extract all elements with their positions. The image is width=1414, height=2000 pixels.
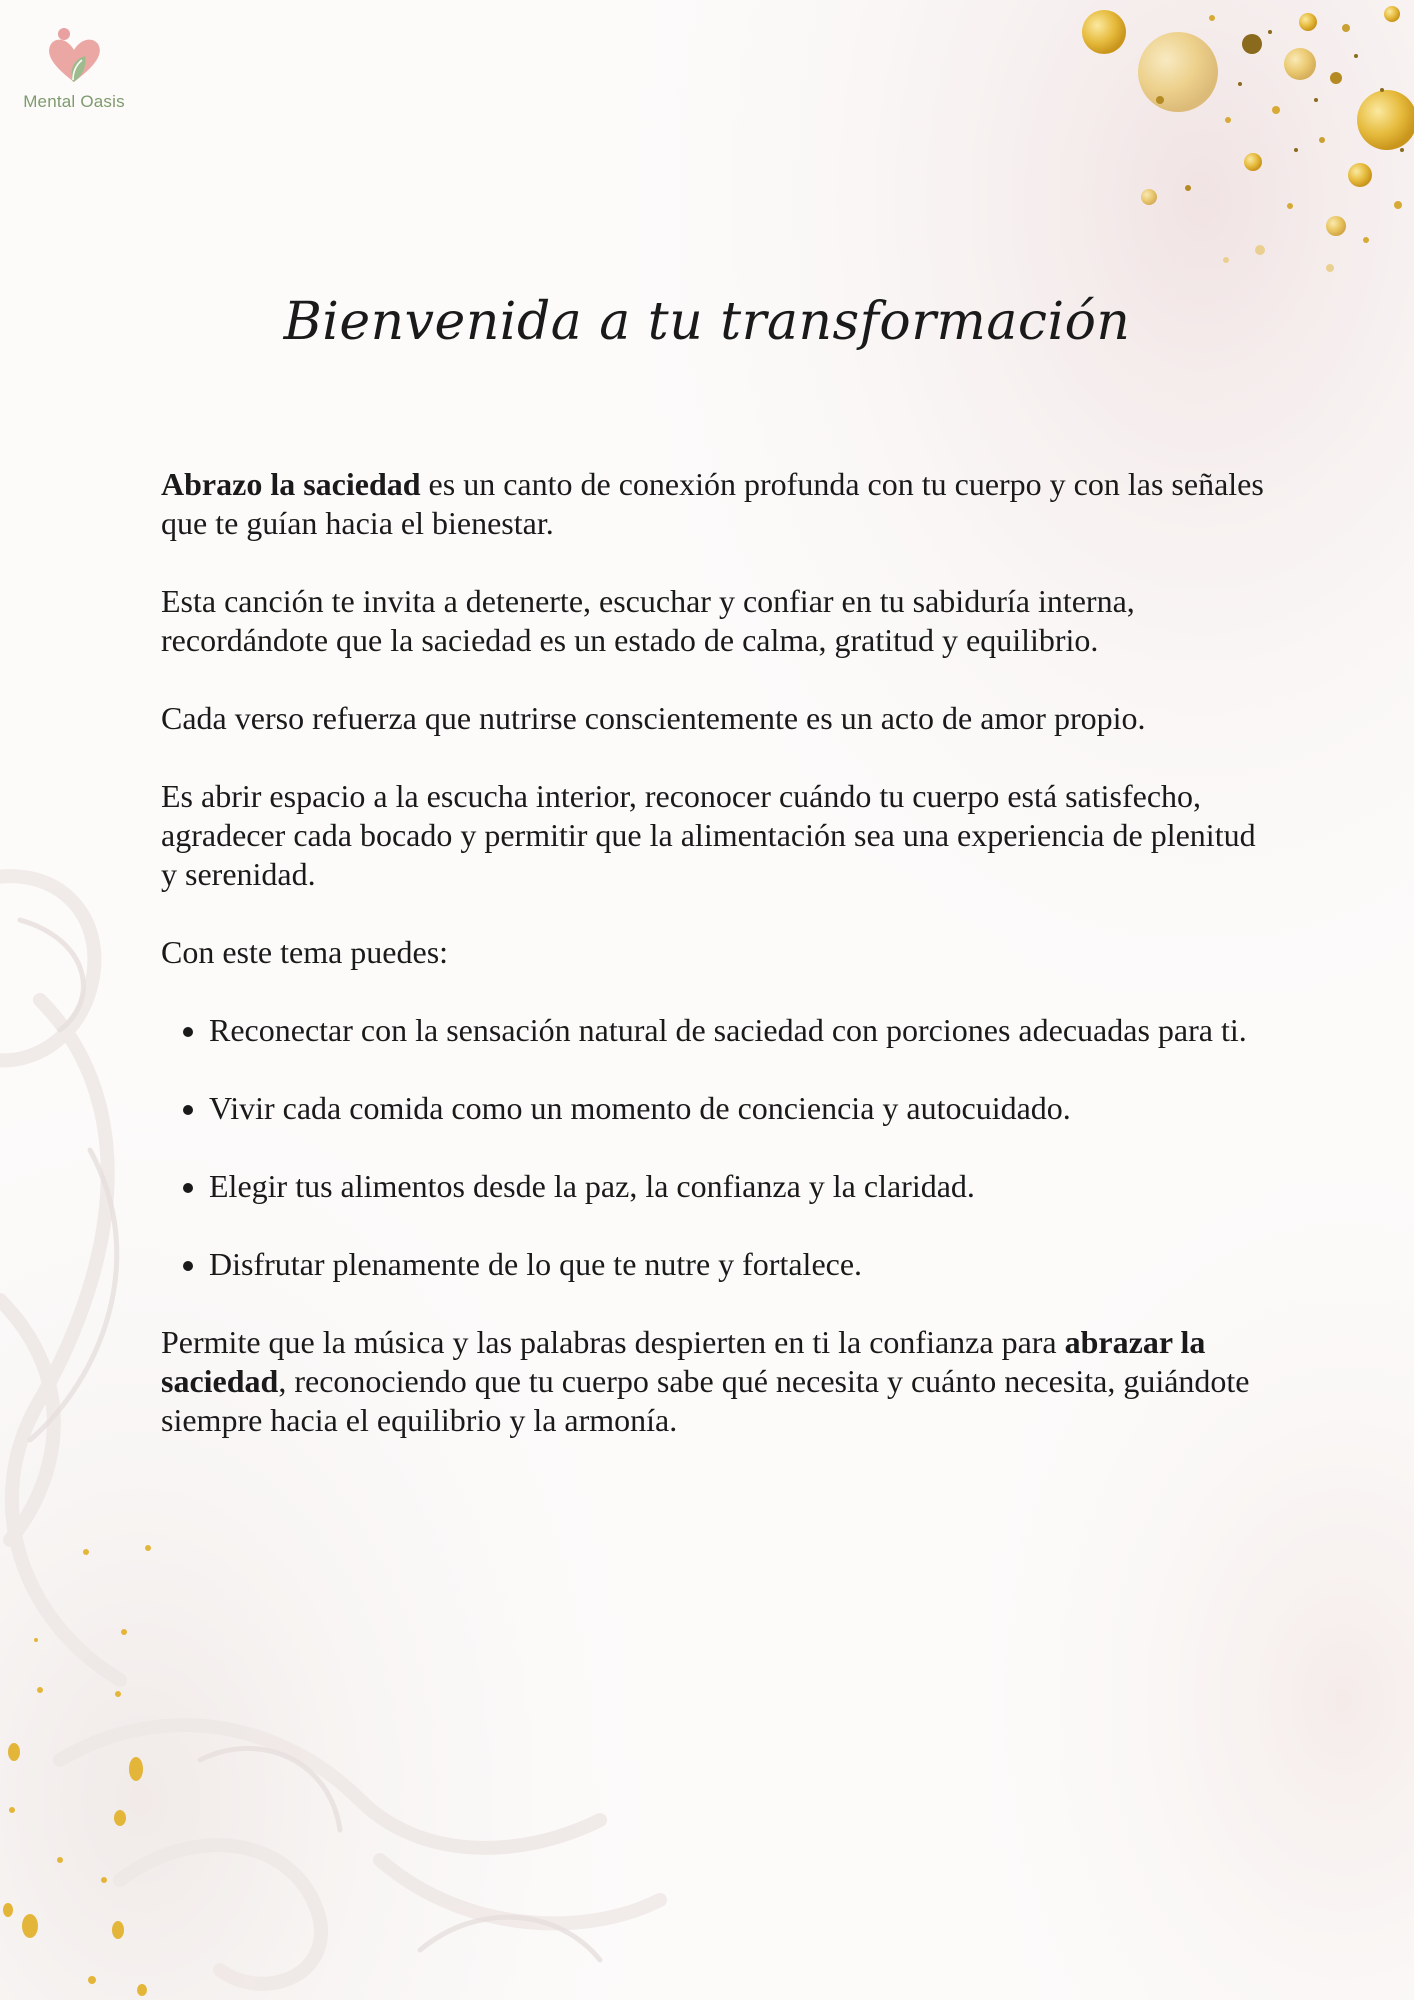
intro-text: es un canto de conexión profunda con tu cuerpo y con las señales que te guían hacia el bienestar. bbox=[161, 466, 1264, 541]
intro-bold: Abrazo la saciedad bbox=[161, 466, 421, 502]
intro-paragraph bbox=[161, 465, 1271, 543]
page-title: Bienvenida a tu transformación bbox=[283, 292, 1131, 352]
brand-logo[interactable] bbox=[18, 26, 130, 116]
paragraph-3: Es abrir espacio a la escucha interior, reconocer cuándo tu cuerpo está satisfecho, agradecer cada bocado y permitir que la alimentación sea una experiencia de plenitud y serenidad. bbox=[161, 778, 1256, 892]
paragraph-1: Esta canción te invita a detenerte, escuchar y confiar en tu sabiduría interna, recordándote que la saciedad es un estado de calma, gratitud y equilibrio. bbox=[161, 583, 1135, 658]
paragraph-2: Cada verso refuerza que nutrirse conscientemente es un acto de amor propio. bbox=[161, 700, 1146, 736]
closing-bold: abrazar la saciedad bbox=[161, 1324, 1206, 1399]
list-item: • Reconectar con la sensación natural de saciedad con porciones adecuadas para ti. bbox=[209, 1011, 1271, 1050]
list-item: • Disfrutar plenamente de lo que te nutre y fortalece. bbox=[209, 1245, 1271, 1284]
list-item: • Vivir cada comida como un momento de conciencia y autocuidado. bbox=[209, 1089, 1271, 1128]
brand-name: Mental Oasis bbox=[23, 92, 125, 111]
closing-text-start: Permite que la música y las palabras despierten en ti la confianza para bbox=[161, 1324, 1065, 1360]
benefits-list bbox=[161, 1011, 1271, 1284]
closing-text-end: , reconociendo que tu cuerpo sabe qué necesita y cuánto necesita, guiándote siempre hacia el equilibrio y la armonía. bbox=[161, 1363, 1250, 1438]
body-content bbox=[161, 465, 1271, 1479]
list-item: • Elegir tus alimentos desde la paz, la confianza y la claridad. bbox=[209, 1167, 1271, 1206]
heart-leaf-icon bbox=[43, 26, 105, 88]
closing-paragraph bbox=[161, 1323, 1271, 1440]
list-intro: Con este tema puedes: bbox=[161, 934, 449, 970]
